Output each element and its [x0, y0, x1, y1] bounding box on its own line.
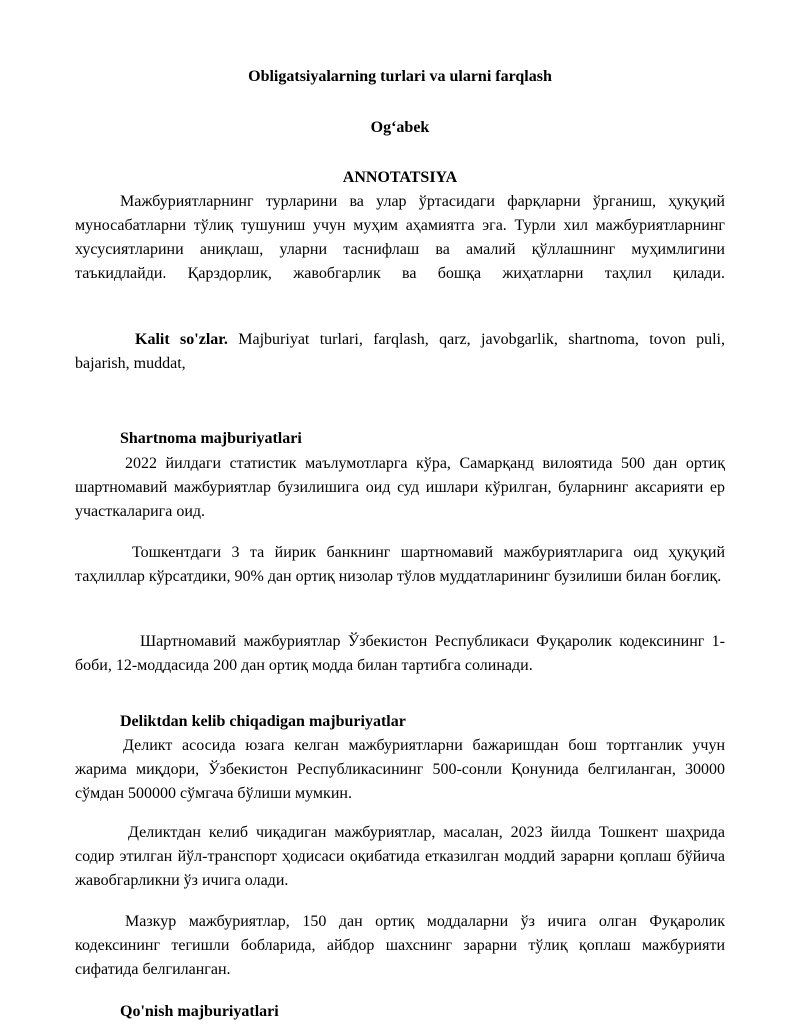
paragraph: Деликтдан келиб чиқадиган мажбуриятлар, масалан, 2023 йилда Тошкент шаҳрида содир этилган йўл-транспорт ҳодисаси оқибатида етказилган моддий зарарни қоплаш бўйича жавобгарликни ўз ичига олади.: [75, 824, 725, 889]
document-title: Obligatsiyalarning turlari va ularni farqlash: [248, 68, 552, 85]
paragraph: Тошкентдаги 3 та йирик банкнинг шартномавий мажбуриятларига оид ҳуқуқий таҳлиллар кўрсатдики, 90% дан ортиқ низолар тўлов муддатларининг бузилиши билан боғлиқ.: [75, 544, 725, 585]
section-heading-delict: Deliktdan kelib chiqadigan majburiyatlar: [120, 713, 406, 730]
keywords-text: Majburiyat turlari, farqlash, qarz, javobgarlik, shartnoma, tovon puli, bajarish, muddat,: [75, 331, 725, 372]
annotation-paragraph: Мажбуриятларнинг турларини ва улар ўртасидаги фарқларни ўрганиш, ҳуқуқий муносабатларни тўлиқ тушуниш учун муҳим аҳамиятга эга. Турли хил мажбуриятларнинг хусусиятларини аниқлаш, уларни таснифлаш ва амалий қўллашнинг муҳимлигини таъкидлайди. Қарздорлик, жавобгарлик ва бошқа жиҳатларни таҳлил қилади.: [75, 193, 725, 282]
keywords-label: Kalit so'zlar.: [135, 331, 228, 348]
section-heading-contract: Shartnoma majburiyatlari: [120, 430, 302, 447]
document-author: Og‘abek: [370, 119, 430, 136]
annotation-heading: ANNOTATSIYA: [342, 169, 458, 186]
section-heading-landing: Qo'nish majburiyatlari: [120, 1003, 279, 1020]
paragraph: Мазкур мажбуриятлар, 150 дан ортиқ моддаларни ўз ичига олган Фуқаролик кодексининг тегишли бобларида, айбдор шахснинг зарарни тўлиқ қоплаш мажбурияти сифатида белгиланган.: [75, 913, 725, 978]
keywords-paragraph: [75, 328, 725, 376]
paragraph: 2022 йилдаги статистик маълумотларга кўра, Самарқанд вилоятида 500 дан ортиқ шартномавий мажбуриятлар бузилишига оид суд ишлари кўрилган, буларнинг аксарияти ер участкаларига оид.: [75, 455, 725, 520]
paragraph: Шартномавий мажбуриятлар Ўзбекистон Республикаси Фуқаролик кодексининг 1-боби, 12-моддасида 200 дан ортиқ модда билан тартибга солинади.: [75, 633, 725, 674]
paragraph: Деликт асосида юзага келган мажбуриятларни бажаришдан бош тортганлик учун жарима миқдори, Ўзбекистон Республикасининг 500-сонли Қонунида белгиланган, 30000 сўмдан 500000 сўмгача бўлиши мумкин.: [75, 737, 725, 802]
